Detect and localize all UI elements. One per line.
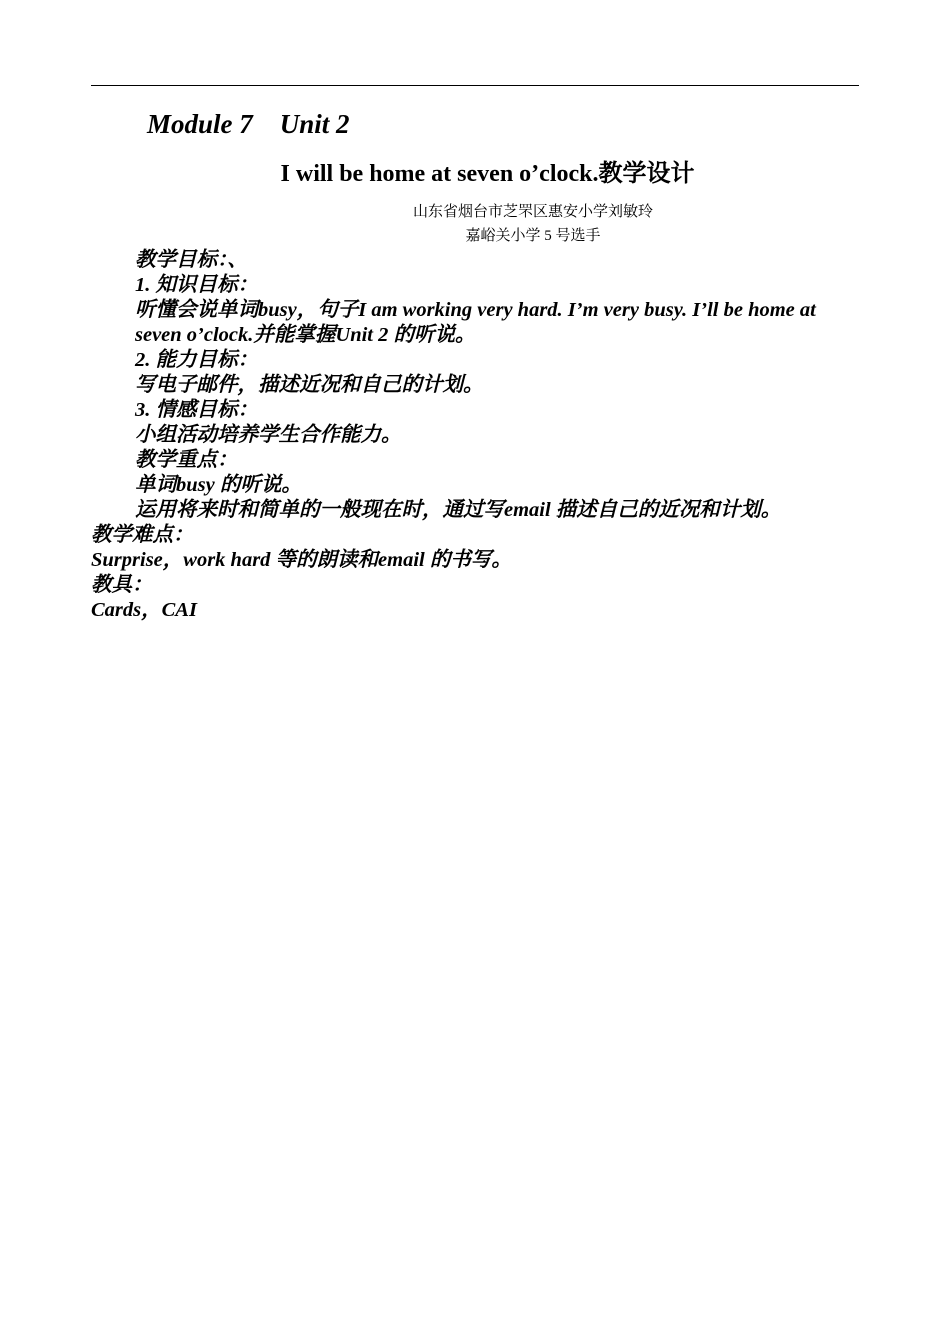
objectives-heading: 教学目标：、 bbox=[135, 249, 248, 271]
emotion-heading: 3. 情感目标： bbox=[135, 399, 258, 421]
key-points-heading: 教学重点： bbox=[135, 449, 238, 471]
emotion-text: 小组活动培养学生合作能力。 bbox=[135, 424, 402, 446]
aids-heading: 教具： bbox=[91, 574, 153, 596]
ability-text: 写电子邮件，描述近况和自己的计划。 bbox=[135, 374, 484, 396]
document-title: I will be home at seven o’clock.教学设计 bbox=[280, 161, 695, 187]
author-line-2: 嘉峪关小学 5 号选手 bbox=[465, 228, 601, 244]
key-point-2: 运用将来时和简单的一般现在时，通过写email 描述自己的近况和计划。 bbox=[135, 499, 782, 521]
author-line-1: 山东省烟台市芝罘区惠安小学刘敏玲 bbox=[412, 204, 653, 220]
header-rule bbox=[91, 85, 859, 86]
aids-text: Cards，CAI bbox=[91, 599, 197, 621]
module-heading: Module 7 Unit 2 bbox=[147, 109, 350, 139]
knowledge-text: 听懂会说单词busy，句子I am working very hard. I’m very busy. I’ll be home at seven o’clock.并能掌握Unit 2 的听说。 bbox=[135, 299, 816, 346]
knowledge-heading: 1. 知识目标： bbox=[135, 274, 258, 296]
document-body bbox=[91, 248, 861, 623]
difficulties-text: Surprise，work hard 等的朗读和email 的书写。 bbox=[91, 549, 512, 571]
difficulties-heading: 教学难点： bbox=[91, 524, 194, 546]
ability-heading: 2. 能力目标： bbox=[135, 349, 258, 371]
key-point-1: 单词busy 的听说。 bbox=[135, 474, 302, 496]
